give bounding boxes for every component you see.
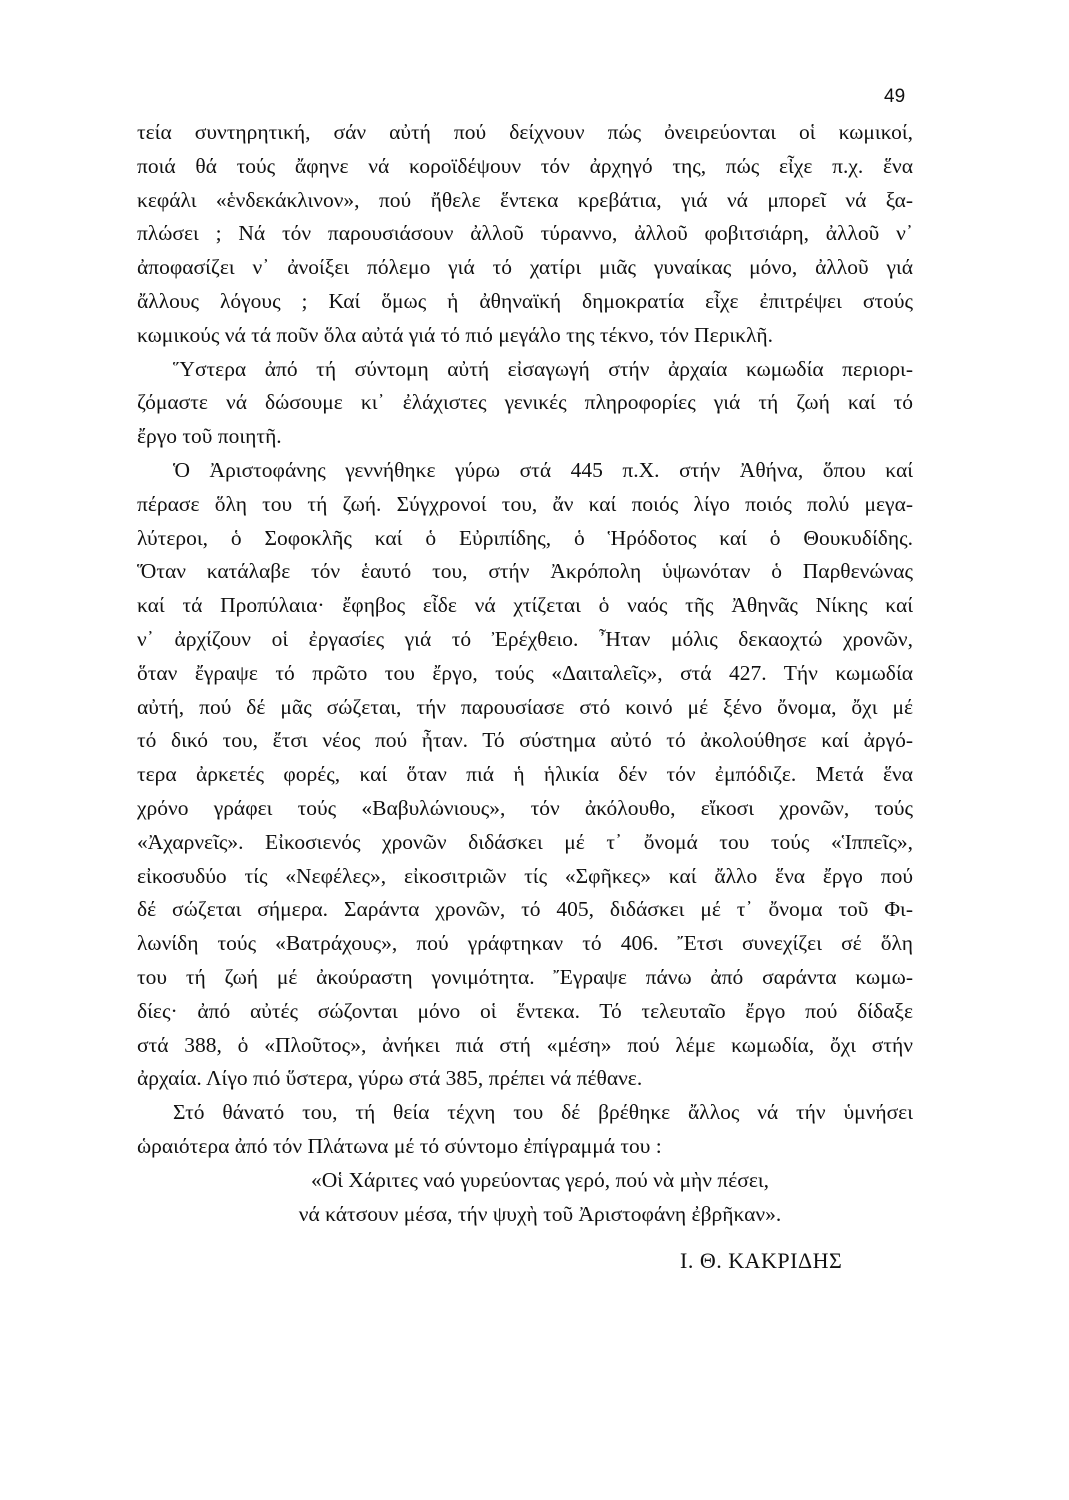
- text-line: δίες· ἀπό αὐτές σώζονται μόνο οἱ ἕντεκα. Τό τελευταῖο ἔργο πού δίδαξε: [137, 998, 913, 1023]
- text-line: τό δικό του, ἔτσι νέος πού ἦταν. Τό σύστημα αὐτό τό ἀκολούθησε καί ἀργό-: [137, 728, 913, 753]
- text-line: «Ἀχαρνεῖς». Εἰκοσιενός χρονῶν διδάσκει μέ τ᾽ ὄνομά του τούς «Ἱππεῖς»,: [137, 829, 913, 854]
- text-line: στά 388, ὁ «Πλοῦτος», ἀνήκει πιά στή «μέση» πού λέμε κωμωδία, ὄχι στήν: [137, 1032, 913, 1057]
- text-line: ἄλλους λόγους ; Καί ὅμως ἡ ἀθηναϊκή δημοκρατία εἶχε ἐπιτρέψει στούς: [137, 288, 913, 313]
- text-line: ὅταν ἔγραψε τό πρῶτο του ἔργο, τούς «Δαιταλεῖς», στά 427. Τήν κωμωδία: [137, 660, 913, 685]
- text-line: ἔργο τοῦ ποιητῆ.: [137, 424, 282, 449]
- text-line: τερα ἀρκετές φορές, καί ὅταν πιά ἡ ἡλικία δέν τόν ἐμπόδιζε. Μετά ἕνα: [137, 762, 913, 787]
- author-signature: Ι. Θ. ΚΑΚΡΙΔΗΣ: [680, 1248, 843, 1273]
- text-line: ὡραιότερα ἀπό τόν Πλάτωνα μέ τό σύντομο ἐπίγραμμά του :: [137, 1133, 662, 1158]
- epigram-line: νά κάτσουν μέσα, τήν ψυχὴ τοῦ Ἀριστοφάνη ἐβρῆκαν».: [298, 1201, 782, 1226]
- text-line: λύτεροι, ὁ Σοφοκλῆς καί ὁ Εὐριπίδης, ὁ Ἡρόδοτος καί ὁ Θουκυδίδης.: [137, 525, 913, 550]
- text-line: Ὅταν κατάλαβε τόν ἑαυτό του, στήν Ἀκρόπολη ὑψωνόταν ὁ Παρθενώνας: [137, 559, 913, 584]
- text-line: λωνίδη τούς «Βατράχους», πού γράφτηκαν τό 406. Ἔτσι συνεχίζει σέ ὅλη: [137, 931, 913, 956]
- text-line: ζόμαστε νά δώσουμε κι᾽ ἐλάχιστες γενικές πληροφορίες γιά τή ζωή καί τό: [137, 390, 913, 415]
- text-line: αὐτή, πού δέ μᾶς σώζεται, τήν παρουσίασε στό κοινό μέ ξένο ὄνομα, ὄχι μέ: [137, 694, 913, 719]
- epigram-line: «Οἱ Χάριτες ναό γυρεύοντας γερό, πού νὰ μὴν πέσει,: [310, 1167, 770, 1192]
- text-line: ν᾽ ἀρχίζουν οἱ ἐργασίες γιά τό Ἐρέχθειο. Ἦταν μόλις δεκαοχτώ χρονῶν,: [137, 626, 913, 651]
- text-line: ποιά θά τούς ἄφηνε νά κοροϊδέψουν τόν ἀρχηγό της, πώς εἶχε π.χ. ἕνα: [137, 153, 913, 178]
- text-line: εἰκοσυδύο τίς «Νεφέλες», εἰκοσιτριῶν τίς «Σφῆκες» καί ἄλλο ἕνα ἔργο πού: [137, 863, 913, 888]
- text-line: κωμικούς νά τά ποῦν ὅλα αὐτά γιά τό πιό μεγάλο της τέκνο, τόν Περικλῆ.: [137, 322, 773, 347]
- text-line: κεφάλι «ἑνδεκάκλινον», πού ἤθελε ἕντεκα κρεβάτια, γιά νά μπορεῖ νά ξα-: [137, 187, 913, 212]
- body-text: [137, 116, 913, 1231]
- text-line: ἀποφασίζει ν᾽ ἀνοίξει πόλεμο γιά τό χατίρι μιᾶς γυναίκας μόνο, ἀλλοῦ γιά: [137, 255, 913, 280]
- text-line: Ὕστερα ἀπό τή σύντομη αὐτή εἰσαγωγή στήν ἀρχαία κωμωδία περιορι-: [173, 356, 913, 381]
- text-line: πέρασε ὅλη του τή ζωή. Σύγχρονοί του, ἄν καί ποιός λίγο ποιός πολύ μεγα-: [137, 491, 913, 516]
- text-line: καί τά Προπύλαια· ἔφηβος εἶδε νά χτίζεται ὁ ναός τῆς Ἀθηνᾶς Νίκης καί: [137, 593, 913, 618]
- text-line: χρόνο γράφει τούς «Βαβυλώνιους», τόν ἀκόλουθο, εἴκοσι χρονῶν, τούς: [137, 795, 913, 820]
- text-line: Στό θάνατό του, τή θεία τέχνη του δέ βρέθηκε ἄλλος νά τήν ὑμνήσει: [173, 1100, 913, 1125]
- text-line: Ὁ Ἀριστοφάνης γεννήθηκε γύρω στά 445 π.Χ. στήν Ἀθήνα, ὅπου καί: [173, 457, 913, 482]
- text-line: του τή ζωή μέ ἀκούραστη γονιμότητα. Ἔγραψε πάνω ἀπό σαράντα κωμω-: [137, 964, 913, 989]
- text-line: δέ σώζεται σήμερα. Σαράντα χρονῶν, τό 405, διδάσκει μέ τ᾽ ὄνομα τοῦ Φι-: [137, 897, 913, 922]
- page-number: 49: [884, 86, 906, 107]
- text-line: τεία συντηρητική, σάν αὐτή πού δείχνουν πώς ὀνειρεύονται οἱ κωμικοί,: [137, 120, 913, 144]
- text-line: πλώσει ; Νά τόν παρουσιάσουν ἀλλοῦ τύραννο, ἀλλοῦ φοβιτσιάρη, ἀλλοῦ ν᾽: [137, 221, 913, 246]
- text-line: ἀρχαία. Λίγο πιό ὕστερα, γύρω στά 385, πρέπει νά πέθανε.: [137, 1066, 643, 1091]
